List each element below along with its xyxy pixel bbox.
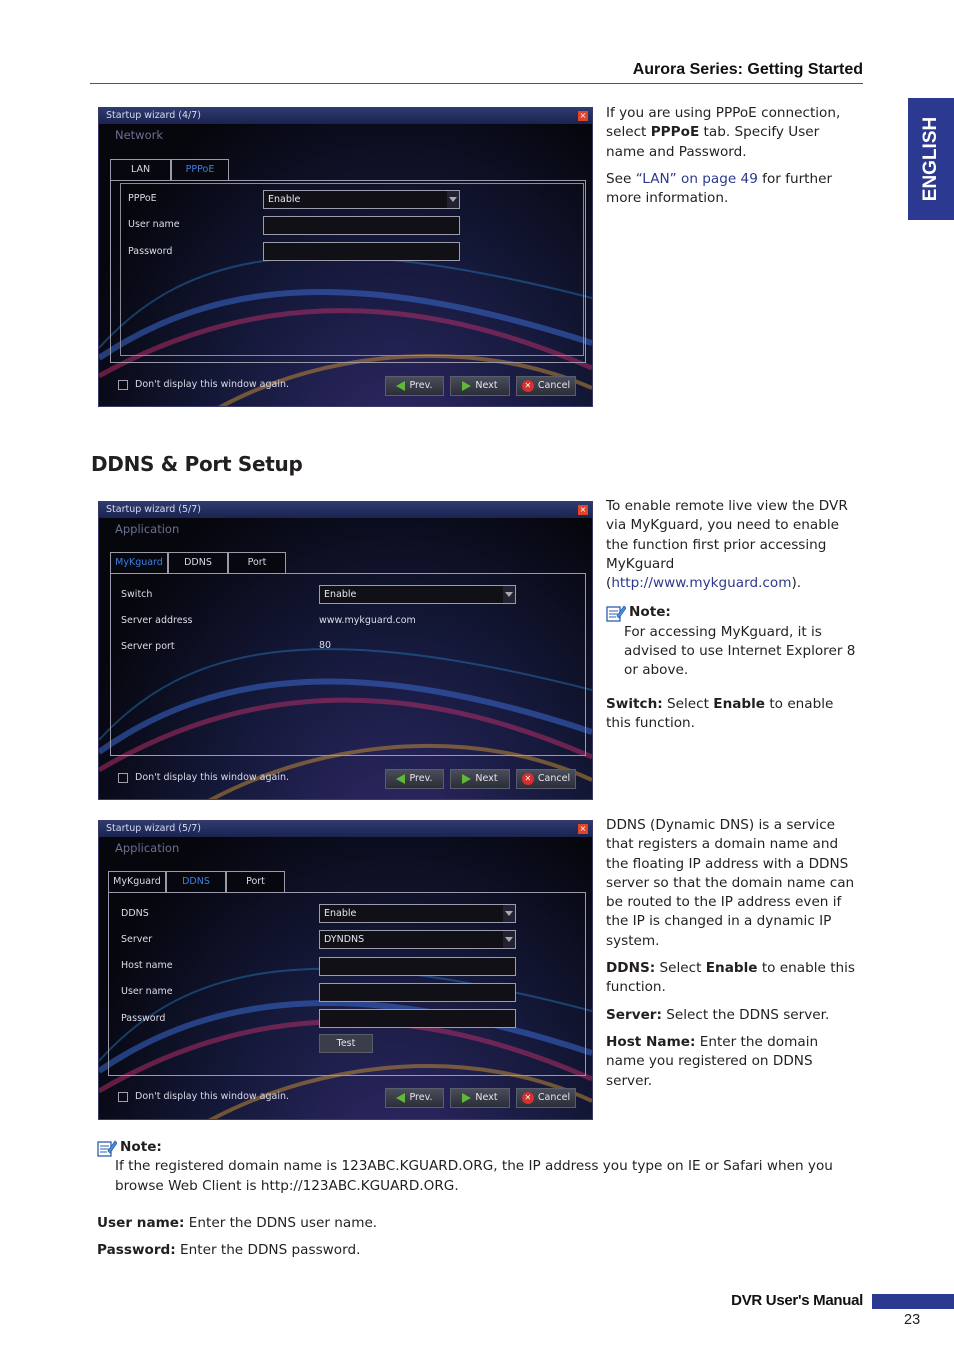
bold-text: Host Name: [606, 1033, 696, 1050]
server-paragraph [606, 1006, 856, 1025]
prev-button-label: Prev. [409, 1092, 433, 1103]
tab-pppoe[interactable]: PPPoE [171, 159, 229, 180]
chevron-down-icon [447, 191, 459, 208]
wizard-network-screenshot [98, 107, 593, 407]
wizard-subtitle: Application [115, 522, 180, 536]
server-select[interactable] [319, 930, 516, 949]
wizard-title: Startup wizard (5/7) [106, 823, 201, 834]
header-rule [90, 83, 863, 84]
next-button[interactable] [450, 1088, 510, 1108]
arrow-right-icon [462, 1093, 471, 1103]
ddns-value: Enable [324, 908, 357, 919]
bottom-field-descriptions [97, 1214, 857, 1269]
next-button-label: Next [475, 380, 498, 391]
cancel-icon: ✕ [522, 380, 534, 392]
tab-mykguard[interactable]: MyKguard [108, 871, 166, 892]
cancel-button-label: Cancel [537, 1092, 571, 1103]
text: to enable this function. [606, 695, 834, 731]
wizard-tabs [110, 159, 229, 180]
wizard-subtitle: Network [115, 128, 164, 142]
bold-text: Server: [606, 1006, 662, 1023]
hostname-input[interactable] [319, 957, 516, 976]
hostname-label: Host name [121, 960, 173, 971]
next-button-label: Next [475, 1092, 498, 1103]
note-heading [606, 603, 856, 622]
wizard-mykguard-screenshot [98, 501, 593, 800]
prev-button-label: Prev. [409, 380, 433, 391]
server-port-label: Server port [121, 641, 175, 652]
tab-ddns[interactable]: DDNS [168, 552, 228, 573]
username-input[interactable] [263, 216, 460, 235]
bold-text: DDNS: [606, 960, 656, 977]
dont-display-row[interactable] [118, 1091, 289, 1102]
lan-page-link[interactable]: “LAN” on page 49 [635, 170, 758, 187]
ddns-label: DDNS [121, 908, 149, 919]
dont-display-label: Don't display this window again. [135, 772, 290, 783]
ddns-select[interactable] [319, 904, 516, 923]
password-paragraph [97, 1241, 857, 1260]
mykguard-link[interactable]: http://www.mykguard.com [611, 575, 792, 592]
password-label: Password [121, 1013, 166, 1024]
arrow-left-icon [396, 774, 405, 784]
switch-paragraph [606, 695, 856, 734]
cancel-button[interactable] [516, 1088, 576, 1108]
note-title: Note: [629, 604, 671, 621]
next-button[interactable] [450, 376, 510, 396]
close-icon[interactable]: × [579, 824, 587, 833]
wizard-subtitle: Application [115, 841, 180, 855]
cancel-button[interactable] [516, 769, 576, 789]
password-label: Password [128, 246, 173, 257]
dont-display-checkbox[interactable] [118, 773, 128, 783]
wizard-titlebar [99, 502, 592, 518]
text: Enter the domain name you registered on DDNS server. [606, 1033, 819, 1089]
chevron-down-icon [503, 905, 515, 922]
bottom-note [97, 1138, 857, 1204]
wizard-tabs [110, 552, 286, 573]
note-title: Note: [120, 1139, 162, 1155]
mykguard-paragraph [606, 497, 856, 593]
dont-display-label: Don't display this window again. [135, 379, 290, 390]
text: Select [655, 960, 706, 977]
mykguard-description [606, 497, 856, 741]
ddns-description [606, 816, 856, 1099]
server-address-value: www.mykguard.com [319, 615, 416, 626]
chevron-down-icon [503, 931, 515, 948]
text: See [606, 170, 636, 187]
cancel-icon: ✕ [522, 773, 534, 785]
wizard-title: Startup wizard (5/7) [106, 504, 201, 515]
arrow-right-icon [462, 774, 471, 784]
username-label: User name [128, 219, 180, 230]
cancel-button-label: Cancel [537, 380, 571, 391]
bold-text: User name: [97, 1215, 185, 1231]
tab-port[interactable]: Port [226, 871, 285, 892]
text: Enter the DDNS user name. [184, 1215, 378, 1231]
password-input[interactable] [263, 242, 460, 261]
pppoe-label: PPPoE [128, 193, 157, 204]
dont-display-checkbox[interactable] [118, 380, 128, 390]
text: ). [791, 575, 802, 592]
ddns-intro-paragraph: DDNS (Dynamic DNS) is a service that registers a domain name and the floating IP address with a DDNS server so that the domain name can be routed to the IP address even if the IP is changed in a dynamic IP system. [606, 817, 855, 949]
dont-display-label: Don't display this window again. [135, 1091, 290, 1102]
wizard-title: Startup wizard (4/7) [106, 110, 201, 121]
next-button-label: Next [475, 773, 498, 784]
note-icon [606, 604, 626, 622]
switch-value: Enable [324, 589, 357, 600]
server-label: Server [121, 934, 153, 945]
section-heading: DDNS & Port Setup [91, 452, 303, 476]
text: to enable this function. [606, 960, 856, 996]
pppoe-paragraph [606, 104, 856, 162]
cancel-button[interactable] [516, 376, 576, 396]
prev-button-label: Prev. [409, 773, 433, 784]
test-button[interactable]: Test [319, 1034, 373, 1053]
wizard-titlebar [99, 108, 592, 124]
username-label: User name [121, 986, 173, 997]
chevron-down-icon [503, 586, 515, 603]
tab-ddns[interactable]: DDNS [166, 871, 226, 892]
wizard-ddns-screenshot [98, 820, 593, 1120]
text: for further more information. [606, 170, 833, 207]
note-body: If the registered domain name is 123ABC.KGUARD.ORG, the IP address you type on IE or Safari when you browse Web Client is http://123ABC.KGUARD.ORG. [115, 1158, 833, 1194]
note-icon [97, 1139, 117, 1157]
ddns-enable-paragraph [606, 959, 856, 998]
text: Enter the DDNS password. [175, 1242, 361, 1259]
bold-text: PPPoE [650, 124, 700, 141]
dont-display-row[interactable] [118, 379, 289, 390]
switch-select[interactable] [319, 585, 516, 604]
bold-text: Enable [713, 695, 766, 712]
prev-button[interactable] [385, 769, 444, 789]
text: Select [662, 695, 714, 712]
cancel-button-label: Cancel [537, 773, 571, 784]
tab-port[interactable]: Port [228, 552, 286, 573]
wizard-tabs [108, 871, 285, 892]
server-port-value: 80 [319, 640, 332, 651]
close-icon[interactable]: × [579, 505, 587, 514]
running-header: Aurora Series: Getting Started [632, 61, 863, 78]
note-body: For accessing MyKguard, it is advised to use Internet Explorer 8 or above. [624, 623, 856, 679]
server-value: DYNDNS [324, 934, 365, 945]
note-heading [97, 1138, 857, 1157]
password-input[interactable] [319, 1009, 516, 1028]
switch-label: Switch [121, 589, 153, 600]
tab-mykguard[interactable]: MyKguard [110, 552, 168, 573]
text: Select the DDNS server. [661, 1006, 830, 1023]
pppoe-select[interactable] [263, 190, 460, 209]
text: To enable remote live view the DVR via MyKguard, you need to enable the function first prior accessing MyKguard ( [606, 498, 848, 592]
tab-lan[interactable]: LAN [110, 159, 171, 180]
next-button[interactable] [450, 769, 510, 789]
arrow-left-icon [396, 1093, 405, 1103]
see-lan-paragraph [606, 170, 856, 209]
prev-button[interactable] [385, 376, 444, 396]
footer-manual-title: DVR User's Manual [731, 1292, 863, 1309]
arrow-left-icon [396, 381, 405, 391]
username-paragraph [97, 1214, 857, 1233]
cancel-icon: ✕ [522, 1092, 534, 1104]
close-icon[interactable]: × [579, 111, 587, 120]
username-input[interactable] [319, 983, 516, 1002]
pppoe-value: Enable [268, 194, 301, 205]
text: tab. Specify User name and Password. [606, 124, 820, 160]
dont-display-row[interactable] [118, 772, 289, 783]
hostname-paragraph [606, 1033, 856, 1091]
footer-bar [872, 1294, 954, 1309]
server-address-label: Server address [121, 615, 193, 626]
text: If you are using PPPoE connection, select [606, 105, 841, 141]
dont-display-checkbox[interactable] [118, 1092, 128, 1102]
prev-button[interactable] [385, 1088, 444, 1108]
pppoe-description [606, 104, 856, 216]
arrow-right-icon [462, 381, 471, 391]
bold-text: Password: [97, 1242, 176, 1259]
language-tab-label: ENGLISH [920, 116, 941, 202]
page-number: 23 [904, 1312, 921, 1328]
wizard-titlebar [99, 821, 592, 837]
bold-text: Switch: [606, 695, 663, 712]
bold-text: Enable [705, 960, 758, 977]
language-tab [908, 98, 954, 220]
